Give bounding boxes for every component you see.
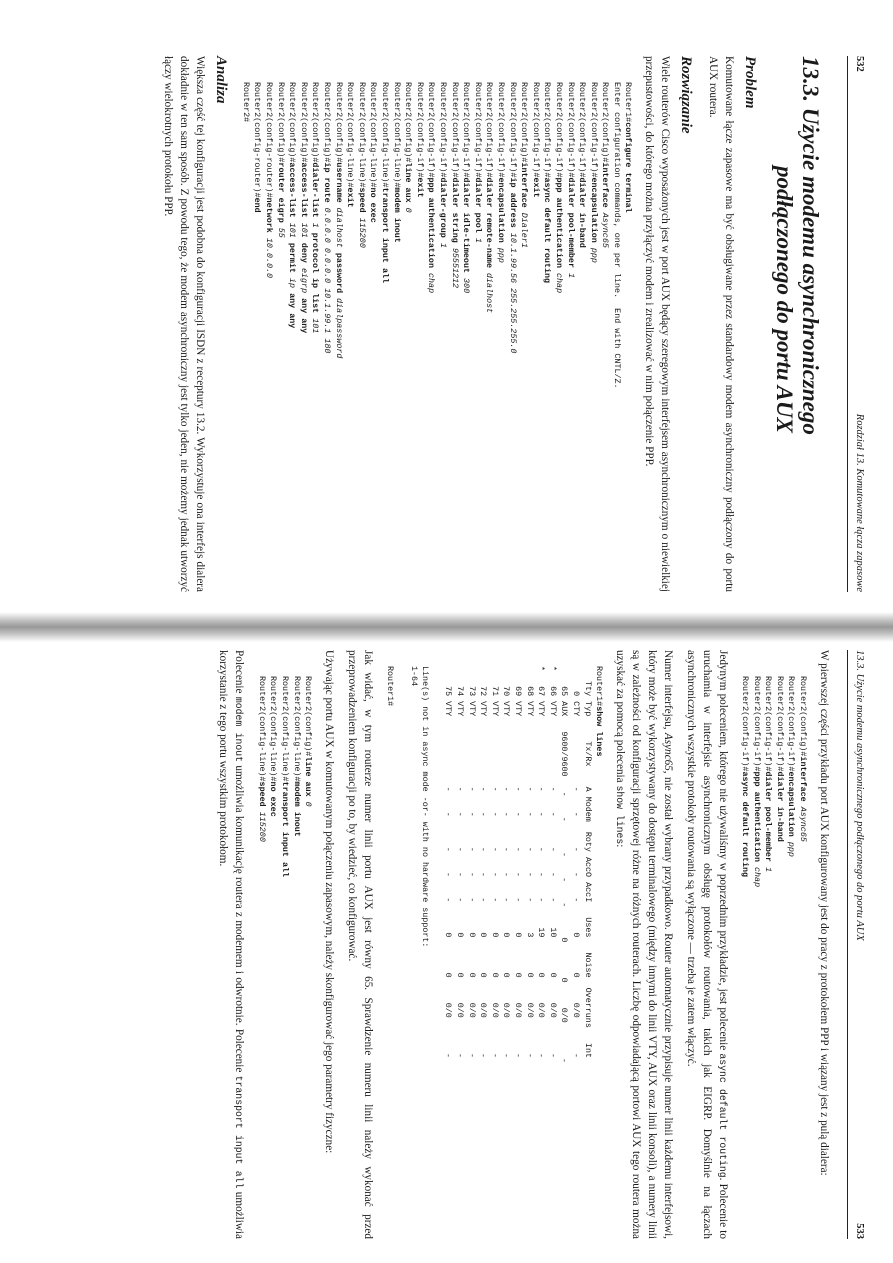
section-title (770, 56, 823, 592)
show-lines-row: 0 CTY - - - - - 0 0 0/0 - (571, 666, 581, 1059)
code-argument: 300 (461, 278, 472, 294)
code-command: ip address (507, 177, 518, 233)
code-line (450, 82, 460, 288)
code-line (380, 82, 390, 283)
show-lines-row: Tty Typ Tx/Rx A Modem Roty AccO AccI Uses Noise Overruns Int (582, 666, 593, 1059)
code-argument: ip (287, 278, 298, 294)
code-command: deny (298, 242, 309, 268)
code-line (473, 82, 483, 243)
show-lines-row: 1-64 (408, 666, 419, 687)
para1-inline-code: async default routing (716, 1053, 728, 1178)
paragraph-aux-number: Jak widać, w tym routerze numer linii portu AUX jest równy 65. Sprawdzenie numeru linii należy wykonać przed przeprowadzeniem konfiguracji po to, by wiedzieć, co konfigurować. (346, 650, 374, 1239)
code-line (577, 82, 587, 248)
code-prompt: Router2(config-if)# (565, 82, 576, 178)
code-line (531, 82, 541, 198)
code-line (752, 676, 762, 887)
code-prompt: Router1# (623, 82, 634, 123)
paragraph-async-routing (682, 650, 730, 1239)
problem-text: Komutowane łącze zapasowe ma być obsługiwane przez standardowy modem asynchroniczny podłączony do portu AUX routera. (707, 56, 736, 592)
code-prompt: Router2(config-if)# (495, 82, 506, 178)
section-title-line2: podłączonego do portu AUX (771, 166, 797, 433)
show-lines-row: Line(s) not in async mode -or- with no hardware support: (420, 666, 431, 948)
left-running-head: Rozdział 13. Komutowane łącza zapasowe (854, 413, 865, 592)
code-argument: eigrp (298, 267, 309, 299)
right-page-number: 533 (854, 1223, 865, 1239)
code-command: interface (519, 162, 530, 213)
code-prompt: Router2(config)# (298, 82, 309, 163)
code-argument: 1 (310, 222, 321, 233)
left-content (20, 56, 831, 592)
code-command: interface (798, 756, 809, 807)
code-line (392, 82, 402, 243)
code-command: async default routing (542, 177, 553, 284)
code-line (345, 82, 355, 208)
code-prompt: Router2(config-if)# (426, 82, 437, 178)
show-lines-row: 75 VTY - - - - - 0 0 0/0 - (443, 666, 454, 1059)
left-page-number: 532 (854, 56, 865, 72)
code-command: network (264, 197, 275, 238)
paragraph-interface-number (611, 650, 675, 1239)
code-prompt: Router2(config-if)# (763, 676, 774, 772)
code-command: no exec (368, 187, 379, 223)
code-command: configure terminal (623, 122, 634, 213)
code-line (403, 82, 413, 213)
code-line (554, 82, 564, 293)
code-prompt: Router2(config)# (333, 82, 344, 163)
code-argument: 95551212 (449, 247, 460, 289)
code-command: permit (287, 242, 298, 279)
code-command: no exec (268, 781, 279, 817)
code-command: speed (356, 187, 367, 218)
code-command: access-list (287, 162, 298, 223)
code-prompt: Router2(config-if)# (774, 676, 785, 772)
para5-inline-code-1: modem inout (233, 696, 245, 763)
code-command: ppp authentication (426, 177, 437, 273)
paragraph-physical-params: Używając portu AUX w komutowanym połączeniu zapasowym, należy skonfigurować jego parametry fizyczne: (323, 650, 336, 1154)
show-prompt: Router1# (594, 666, 605, 707)
code-command: dialer in-band (577, 177, 588, 248)
code-line (600, 82, 610, 248)
show-lines-row: * 67 VTY - - - - - 19 0 0/0 - (536, 666, 547, 1059)
code-prompt: Router2(config-line)# (291, 676, 302, 782)
right-page (0, 636, 893, 1263)
code-prompt: Router2(config)# (403, 82, 414, 163)
code-prompt: Router2(config)# (303, 676, 314, 757)
code-command: speed (256, 781, 267, 812)
code-command: line aux (303, 756, 314, 802)
code-line (787, 676, 797, 857)
code-argument: 0.0.0.0 0.0.0.0 10.1.99.1 180 (322, 207, 333, 354)
router-config-listing (239, 82, 633, 592)
code-prompt: Router2(config-if)# (542, 82, 553, 178)
code-argument: 10.0.0.0 (264, 237, 275, 279)
code-line (461, 82, 471, 293)
code-argument: 1 (438, 242, 448, 248)
code-prompt: Router2(config-if)# (472, 82, 483, 178)
code-line (303, 676, 313, 807)
paragraph-modem-inout (214, 650, 246, 1239)
code-argument: Dialer1 (519, 212, 530, 248)
para5-middle: umożliwia komunikację routera z modemem i odwrotnie. Polecenie (233, 762, 246, 1076)
code-prompt: Router2(config-line)# (256, 676, 267, 782)
show-command: show lines (594, 706, 605, 757)
code-prompt: Router2(config-router)# (264, 82, 275, 198)
code-command: modem inout (291, 781, 302, 837)
section-title-line1: 13.3. Użycie modemu asynchronicznego (798, 56, 823, 435)
code-command: end (252, 197, 263, 213)
right-running-head: 13.3. Użycie modemu asynchronicznego podłączonego do portu AUX (854, 650, 865, 941)
show-lines-row: 70 VTY - - - - - 0 0 0/0 - (501, 666, 512, 1059)
code-command: async default routing (740, 771, 751, 878)
show-lines-row: 69 VTY - - - - - 0 0 0/0 - (513, 666, 524, 1059)
code-prompt: Router2(config-if)# (786, 676, 797, 772)
code-prompt: Router2(config-if)# (484, 82, 495, 178)
code-line (566, 82, 576, 278)
code-line (415, 82, 425, 198)
right-running-header (847, 650, 865, 1239)
code-prompt: Router2(config-line)# (380, 82, 391, 188)
code-argument: chap (553, 273, 564, 294)
code-prompt: Router2(config-if)# (530, 82, 541, 178)
code-prompt: Router2(config-router)# (252, 82, 263, 198)
show-lines-row: 73 VTY - - - - - 0 0 0/0 - (466, 666, 477, 1059)
code-command: ppp authentication (751, 771, 762, 867)
show-lines-table (386, 666, 593, 1063)
show-lines-row: 72 VTY - - - - - 0 0 0/0 - (478, 666, 489, 1059)
code-text: Enter configuration commands, one per line. End with CNTL/Z. (611, 82, 622, 389)
code-line (368, 82, 378, 223)
para1-start: Jedynym poleceniem, którego nie używaliśmy w poprzednim przykładzie, jest polecenie (716, 650, 729, 1054)
para2-inline-code: show lines (614, 785, 626, 845)
code-line (334, 82, 344, 358)
code-command: dialer pool-member (565, 177, 576, 273)
code-command: password (333, 252, 344, 299)
code-command: protocol ip list (310, 232, 321, 319)
show-lines-output (384, 666, 604, 1239)
code-argument: 101 (298, 222, 309, 243)
code-prompt: Router2(config-if)# (414, 82, 425, 178)
code-argument: 1 (472, 237, 483, 243)
code-prompt: Router2(config-if)# (438, 82, 448, 178)
code-command: encapsulation (495, 177, 506, 248)
show-lines-row: Router1# (385, 666, 396, 707)
code-line (257, 676, 267, 842)
code-prompt: Router2(config-line)# (345, 82, 356, 188)
code-line (740, 676, 750, 877)
show-lines-row: 74 VTY - - - - - 0 0 0/0 - (455, 666, 466, 1059)
code-line (268, 676, 278, 817)
code-command: encapsulation (588, 177, 599, 248)
code-prompt: Router2(config)# (519, 82, 530, 163)
code-argument: Async65 (600, 212, 611, 248)
code-argument: 115200 (356, 217, 367, 248)
code-line (292, 676, 302, 837)
code-command: exit (345, 187, 356, 208)
code-prompt: Router2(config)# (275, 82, 286, 163)
code-command: any any (287, 293, 298, 329)
code-argument: 115200 (256, 811, 267, 842)
left-page (0, 0, 893, 616)
code-command: any any (298, 298, 309, 334)
code-prompt: Router2(config-if)# (588, 82, 599, 178)
code-prompt: Router2(config-line)# (268, 676, 279, 782)
code-argument: 1 (763, 867, 774, 873)
code-command: username (333, 162, 344, 208)
code-argument: 101 (310, 318, 321, 334)
code-prompt: Router2(config-if)# (577, 82, 588, 178)
async-interface-listing (739, 676, 809, 1239)
code-line (287, 82, 297, 328)
code-prompt: Router2(config-line)# (391, 82, 402, 188)
para2-end: : (614, 844, 627, 848)
code-argument: chap (426, 273, 437, 294)
aux-line-listing (255, 676, 313, 1239)
left-running-header (847, 56, 865, 592)
code-command: dialer string (449, 177, 460, 248)
code-argument: chap (751, 867, 762, 888)
right-content (20, 650, 831, 1239)
show-lines-row: 71 VTY - - - - - 0 0 0/0 - (489, 666, 500, 1059)
code-argument: dialpassword (333, 298, 344, 359)
code-command: exit (414, 177, 425, 198)
code-line (484, 82, 494, 313)
code-argument: ppp (786, 841, 797, 857)
code-line (322, 82, 332, 353)
analysis-heading: Analiza (213, 56, 230, 104)
code-command: dialer pool (472, 177, 483, 238)
solution-text: Wiele routerów Cisco wyposażonych jest w port AUX będący szeregowym interfejsem asynchronicznym o niewielkiej przepustowości, do którego można przyłączyć modem i zrealizować w nim połączenie PPP. (643, 56, 672, 592)
code-argument: 10.1.99.56 255.255.255.0 (507, 232, 518, 354)
code-prompt: Router2(config-if)# (553, 82, 564, 178)
code-line (798, 676, 808, 842)
code-command: interface (600, 162, 611, 213)
code-prompt: Router2(config)# (322, 82, 333, 163)
code-prompt: Router2(config)# (798, 676, 809, 757)
show-lines-row: 68 VTY - - - - - 3 0 0/0 - (524, 666, 535, 1059)
para1-end: . Polecenie to uruchamia w interfejsie asynchronicznym obsługę protokołów routowania, takich jak EIGRP. Domyślnie na łączach asynchronicznych wszystkie protokoły routowania są wyłączone — trzeba je zatem włączyć. (684, 650, 729, 1239)
code-argument: 55 (275, 227, 286, 238)
code-command: dialer-group (438, 177, 448, 243)
code-command: ppp authentication (553, 177, 564, 273)
code-prompt: Router2(config-if)# (461, 82, 472, 178)
code-line (357, 82, 367, 248)
code-text: Router2# (240, 82, 251, 123)
analysis-text: Większa część tej konfiguracji jest podobna do konfiguracji ISDN z receptury 13.2. Wykorzystuje ona interfejs dialera dokładnie w ten sam sposób. Z powodu tego, że modem asynchroniczny jest tylko jeden, nie możemy jednak utworzyć łączy wielokrotnych protokołu PPP. (162, 56, 207, 592)
para2-middle: , nie został wybrany przypadkowo. Router automatycznie przypisuje numer linii każdemu interfejsowi, który może być wykorzystywany do dostępu terminalowego (między innymi do linii VTY, AUX oraz linii konsoli), a numery linii są w zależności od konfiguracji sprzętowej różne na różnych routerach. Liczbę odpowiadającą portowi AUX tego routera można uzyskać za pomocą polecenia (614, 650, 674, 1239)
code-command: dialer idle-timeout (461, 177, 472, 279)
code-line (438, 82, 448, 248)
code-argument: 101 (287, 222, 298, 243)
show-lines-row: * 66 VTY - - - - - 10 0 0/0 - (547, 666, 558, 1059)
para2-start: Numer interfejsu, (661, 650, 674, 733)
code-prompt: Router2(config-if)# (740, 676, 751, 772)
code-prompt: Router2(config-if)# (507, 82, 518, 178)
code-argument: ppp (495, 247, 506, 263)
code-command: ip route (322, 162, 333, 208)
code-line (310, 82, 320, 333)
code-command: transport input all (380, 187, 391, 284)
code-line (763, 676, 773, 872)
code-prompt: Router2(config-if)# (449, 82, 460, 178)
code-command: encapsulation (786, 771, 797, 842)
code-command: exit (530, 177, 541, 198)
code-command: line aux (403, 162, 414, 208)
code-line (542, 82, 552, 283)
code-line (264, 82, 274, 278)
code-line (589, 82, 599, 263)
code-argument: 0 (403, 207, 414, 213)
code-line (624, 82, 634, 213)
code-line (775, 676, 785, 842)
code-argument: Async65 (798, 806, 809, 842)
solution-heading: Rozwiązanie (678, 56, 695, 134)
para5-start: Polecenie (233, 650, 246, 697)
code-command: router eigrp (275, 162, 286, 228)
code-prompt: Router2(config)# (287, 82, 298, 163)
code-prompt: Router2(config-line)# (356, 82, 367, 188)
code-line (253, 82, 263, 213)
para5-end: umożliwia korzystanie z tego portu wszystkim protokołom. (217, 650, 246, 1240)
para5-inline-code-2: transport input all (233, 1075, 245, 1189)
code-command: dialer pool-member (763, 771, 774, 867)
code-argument: 0 (303, 801, 314, 807)
code-line (276, 82, 286, 238)
code-prompt: Router2(config)# (310, 82, 321, 163)
code-command: dialer remote-name (484, 177, 495, 273)
code-line (241, 82, 251, 122)
show-lines-row: 65 AUX 9600/9600 - - - - - 0 0 0/0 - (559, 666, 570, 1064)
code-line (299, 82, 309, 333)
intro-text: W pierwszej części przykładu port AUX konfigurowany jest do pracy z protokołem PPP i wiązany jest z pulą dialera: (818, 650, 830, 1176)
code-argument: 1 (565, 273, 576, 279)
code-command: dialer in-band (774, 771, 785, 842)
code-prompt: Router2(config-if)# (751, 676, 762, 772)
code-command: access-list (298, 162, 309, 223)
code-argument: ppp (588, 247, 599, 263)
code-argument: dialhost (484, 273, 495, 314)
problem-heading: Problem (742, 56, 759, 109)
code-argument: dialhost (333, 207, 344, 253)
code-command: modem inout (391, 187, 402, 243)
code-line (426, 82, 436, 293)
code-prompt: Router2(config)# (600, 82, 611, 163)
code-line (612, 82, 622, 389)
code-command: transport input all (280, 781, 290, 878)
code-line (508, 82, 518, 353)
code-prompt: Router2(config-line)# (368, 82, 379, 188)
code-prompt: Router2(config-line)# (280, 676, 290, 782)
code-line (519, 82, 529, 248)
para2-interface-name: Async65 (661, 732, 674, 771)
code-command: dialer-list (310, 162, 321, 223)
code-line (280, 676, 290, 877)
code-line (496, 82, 506, 263)
